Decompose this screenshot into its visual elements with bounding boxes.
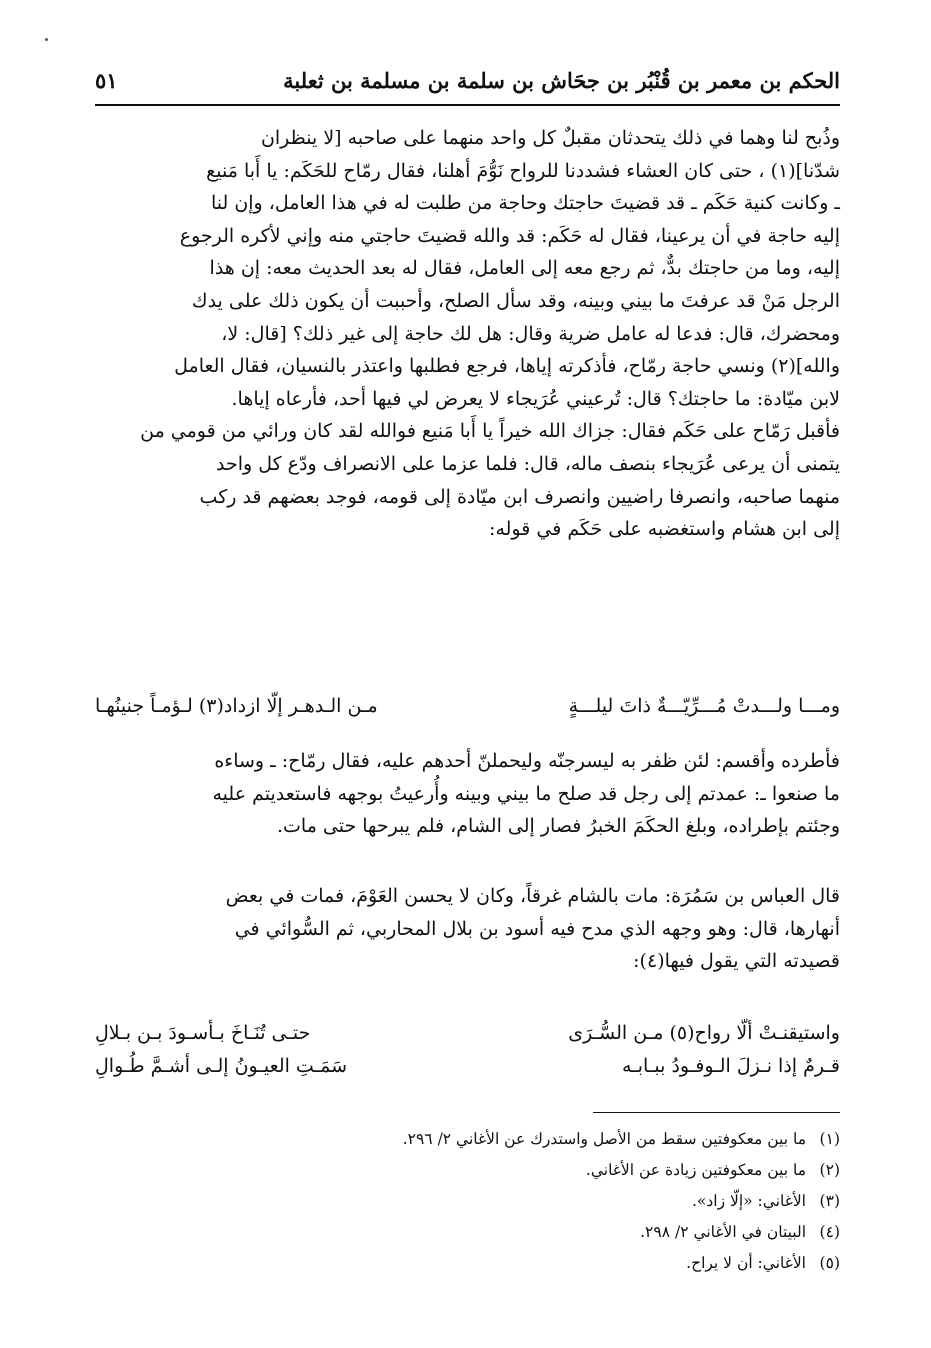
text-line: قال العباس بن سَمُرَة: مات بالشام غرقاً، وكان لا يحسن العَوْمَ، فمات في بعض	[225, 885, 840, 907]
text-line: والله](٢) ونسي حاجة رمّاح، فأذكرته إياها، فرجع فطلبها واعتذر بالنسيان، فقال العامل	[174, 355, 840, 378]
verse-first-hemistich: ومـــا ولـــدتْ مُـــرِّيّـــةٌ ذاتَ ليلـــةٍ	[568, 695, 840, 717]
verse-line-2	[95, 1017, 840, 1049]
footnote-number: (١)	[819, 1130, 840, 1148]
footnote-number: (٤)	[819, 1223, 840, 1241]
verse-second-hemistich: سَمَـتِ العيـونُ إلـى أشـمَّ طُـوالِ	[95, 1055, 348, 1077]
footnote-item	[300, 1124, 840, 1155]
text-line: إليه، وما من حاجتك بدٌّ، ثم رجع معه إلى العامل، فقال له بعد الحديث معه: إن هذا	[209, 257, 840, 280]
footnotes	[300, 1124, 840, 1279]
text-line: فأطرده وأقسم: لئن ظفر به ليسرجنّه وليحملنّ أحدهم عليه، فقال رمّاح: ـ وساءه	[214, 750, 840, 772]
footnote-number: (٥)	[819, 1254, 840, 1272]
body-paragraph-3	[95, 880, 840, 978]
footnote-text: البيتان في الأغاني ٢/ ٢٩٨.	[640, 1223, 806, 1241]
text-line: ـ وكانت كنية حَكَم ـ قد قضيتَ حاجتك وحاجة من طلبت له في هذا العامل، وإن لنا	[210, 192, 840, 215]
verse-first-hemistich: واستيقنـتْ ألّا رواح(٥) مـن السُّـرَى	[568, 1022, 840, 1044]
scan-speck	[45, 38, 48, 41]
text-line: شدّنا](١) ، حتى كان العشاء فشددنا للرواح نَوُّمَ أهلنا، فقال رمّاح للحَكَم: يا أَبا مَنيع	[206, 159, 840, 182]
footnote-item	[300, 1186, 840, 1217]
text-line: ومحضرك، قال: فدعا له عامل ضرية وقال: هل لك حاجة إلى غير ذلك؟ [قال: لا،	[221, 322, 840, 345]
footnote-text: الأغاني: أن لا يراح.	[686, 1254, 806, 1272]
text-line: إليه حاجة في أن يرعينا، فقال له حَكَم: قد والله قضيتَ حاجتي منه وإني لأكره الرجوع	[179, 224, 840, 247]
page-number: ٥١	[95, 68, 118, 93]
text-line: إلى ابن هشام واستغضبه على حَكَم في قوله:	[489, 518, 840, 541]
text-line: لابن ميّادة: ما حاجتك؟ قال: تُرعيني عُرَيجاء لا يعرض لي فيها أحد، فأرعاه إياها.	[231, 387, 840, 410]
text-line: وذُبح لنا وهما في ذلك يتحدثان مقبلٌ كل واحد منهما على صاحبه [لا ينظران	[260, 127, 840, 149]
body-paragraph-2	[95, 745, 840, 843]
footnote-text: ما بين معكوفتين زيادة عن الأغاني.	[585, 1161, 806, 1179]
text-line: أنهارها، قال: وهو وجهه الذي مدح فيه أسود بن بلال المحاربي، ثم السُّوائي في	[234, 917, 840, 940]
verse-line-3	[95, 1050, 840, 1082]
footnote-number: (٣)	[819, 1192, 840, 1210]
text-line: يتمنى أن يرعى عُرَيجاء بنصف ماله، قال: فلما عزما على الانصراف ودّع كل واحد	[216, 452, 840, 475]
verse-second-hemistich: مـن الـدهـر إلّا ازداد(٣) لـؤمـاً جنينُهـا	[95, 695, 378, 717]
footnote-text: الأغاني: «إلّا زاد».	[691, 1192, 806, 1210]
footnote-text: ما بين معكوفتين سقط من الأصل واستدرك عن الأغاني ٢/ ٢٩٦.	[402, 1130, 806, 1148]
footnote-separator	[593, 1112, 840, 1113]
footnote-item	[300, 1248, 840, 1279]
page-header	[95, 64, 840, 106]
text-line: قصيدته التي يقول فيها(٤):	[633, 950, 840, 973]
verse-line-1	[95, 690, 840, 722]
body-paragraph-1	[95, 122, 840, 546]
text-line: فأقبل رَمّاح على حَكَم فقال: جزاك الله خيراً يا أَبا مَنيع فوالله لقد كان ورائي من قومي من	[140, 420, 840, 443]
footnote-number: (٢)	[819, 1161, 840, 1179]
text-line: الرجل مَنْ قد عرفتَ ما بيني وبينه، وقد سأل الصلح، وأحببت أن يكون ذلك على يدك	[191, 289, 840, 312]
verse-second-hemistich: حتـى تُنَـاخَ بـأسـودَ بـن بـلالِ	[95, 1022, 311, 1044]
footnote-item	[300, 1217, 840, 1248]
footnote-item	[300, 1155, 840, 1186]
text-line: منهما صاحبه، وانصرفا راضيين وانصرف ابن ميّادة إلى قومه، فوجد بعضهم قد ركب	[199, 485, 840, 508]
text-line: ما صنعوا ـ: عمدتم إلى رجل قد صلح ما بيني وبينه وأُرعيتُ بوجهه فاستعديتم عليه	[212, 782, 840, 805]
text-line: وجئتم بإطراده، وبلغ الحكَمَ الخبرُ فصار إلى الشام، فلم يبرحها حتى مات.	[276, 815, 840, 838]
verse-first-hemistich: قـرمٌ إذا نـزلَ الـوفـودُ ببـابـه	[621, 1055, 840, 1077]
running-head: الحكم بن معمر بن قُنْبُر بن جحَاش بن سلمة بن مسلمة بن ثعلبة	[283, 68, 840, 93]
